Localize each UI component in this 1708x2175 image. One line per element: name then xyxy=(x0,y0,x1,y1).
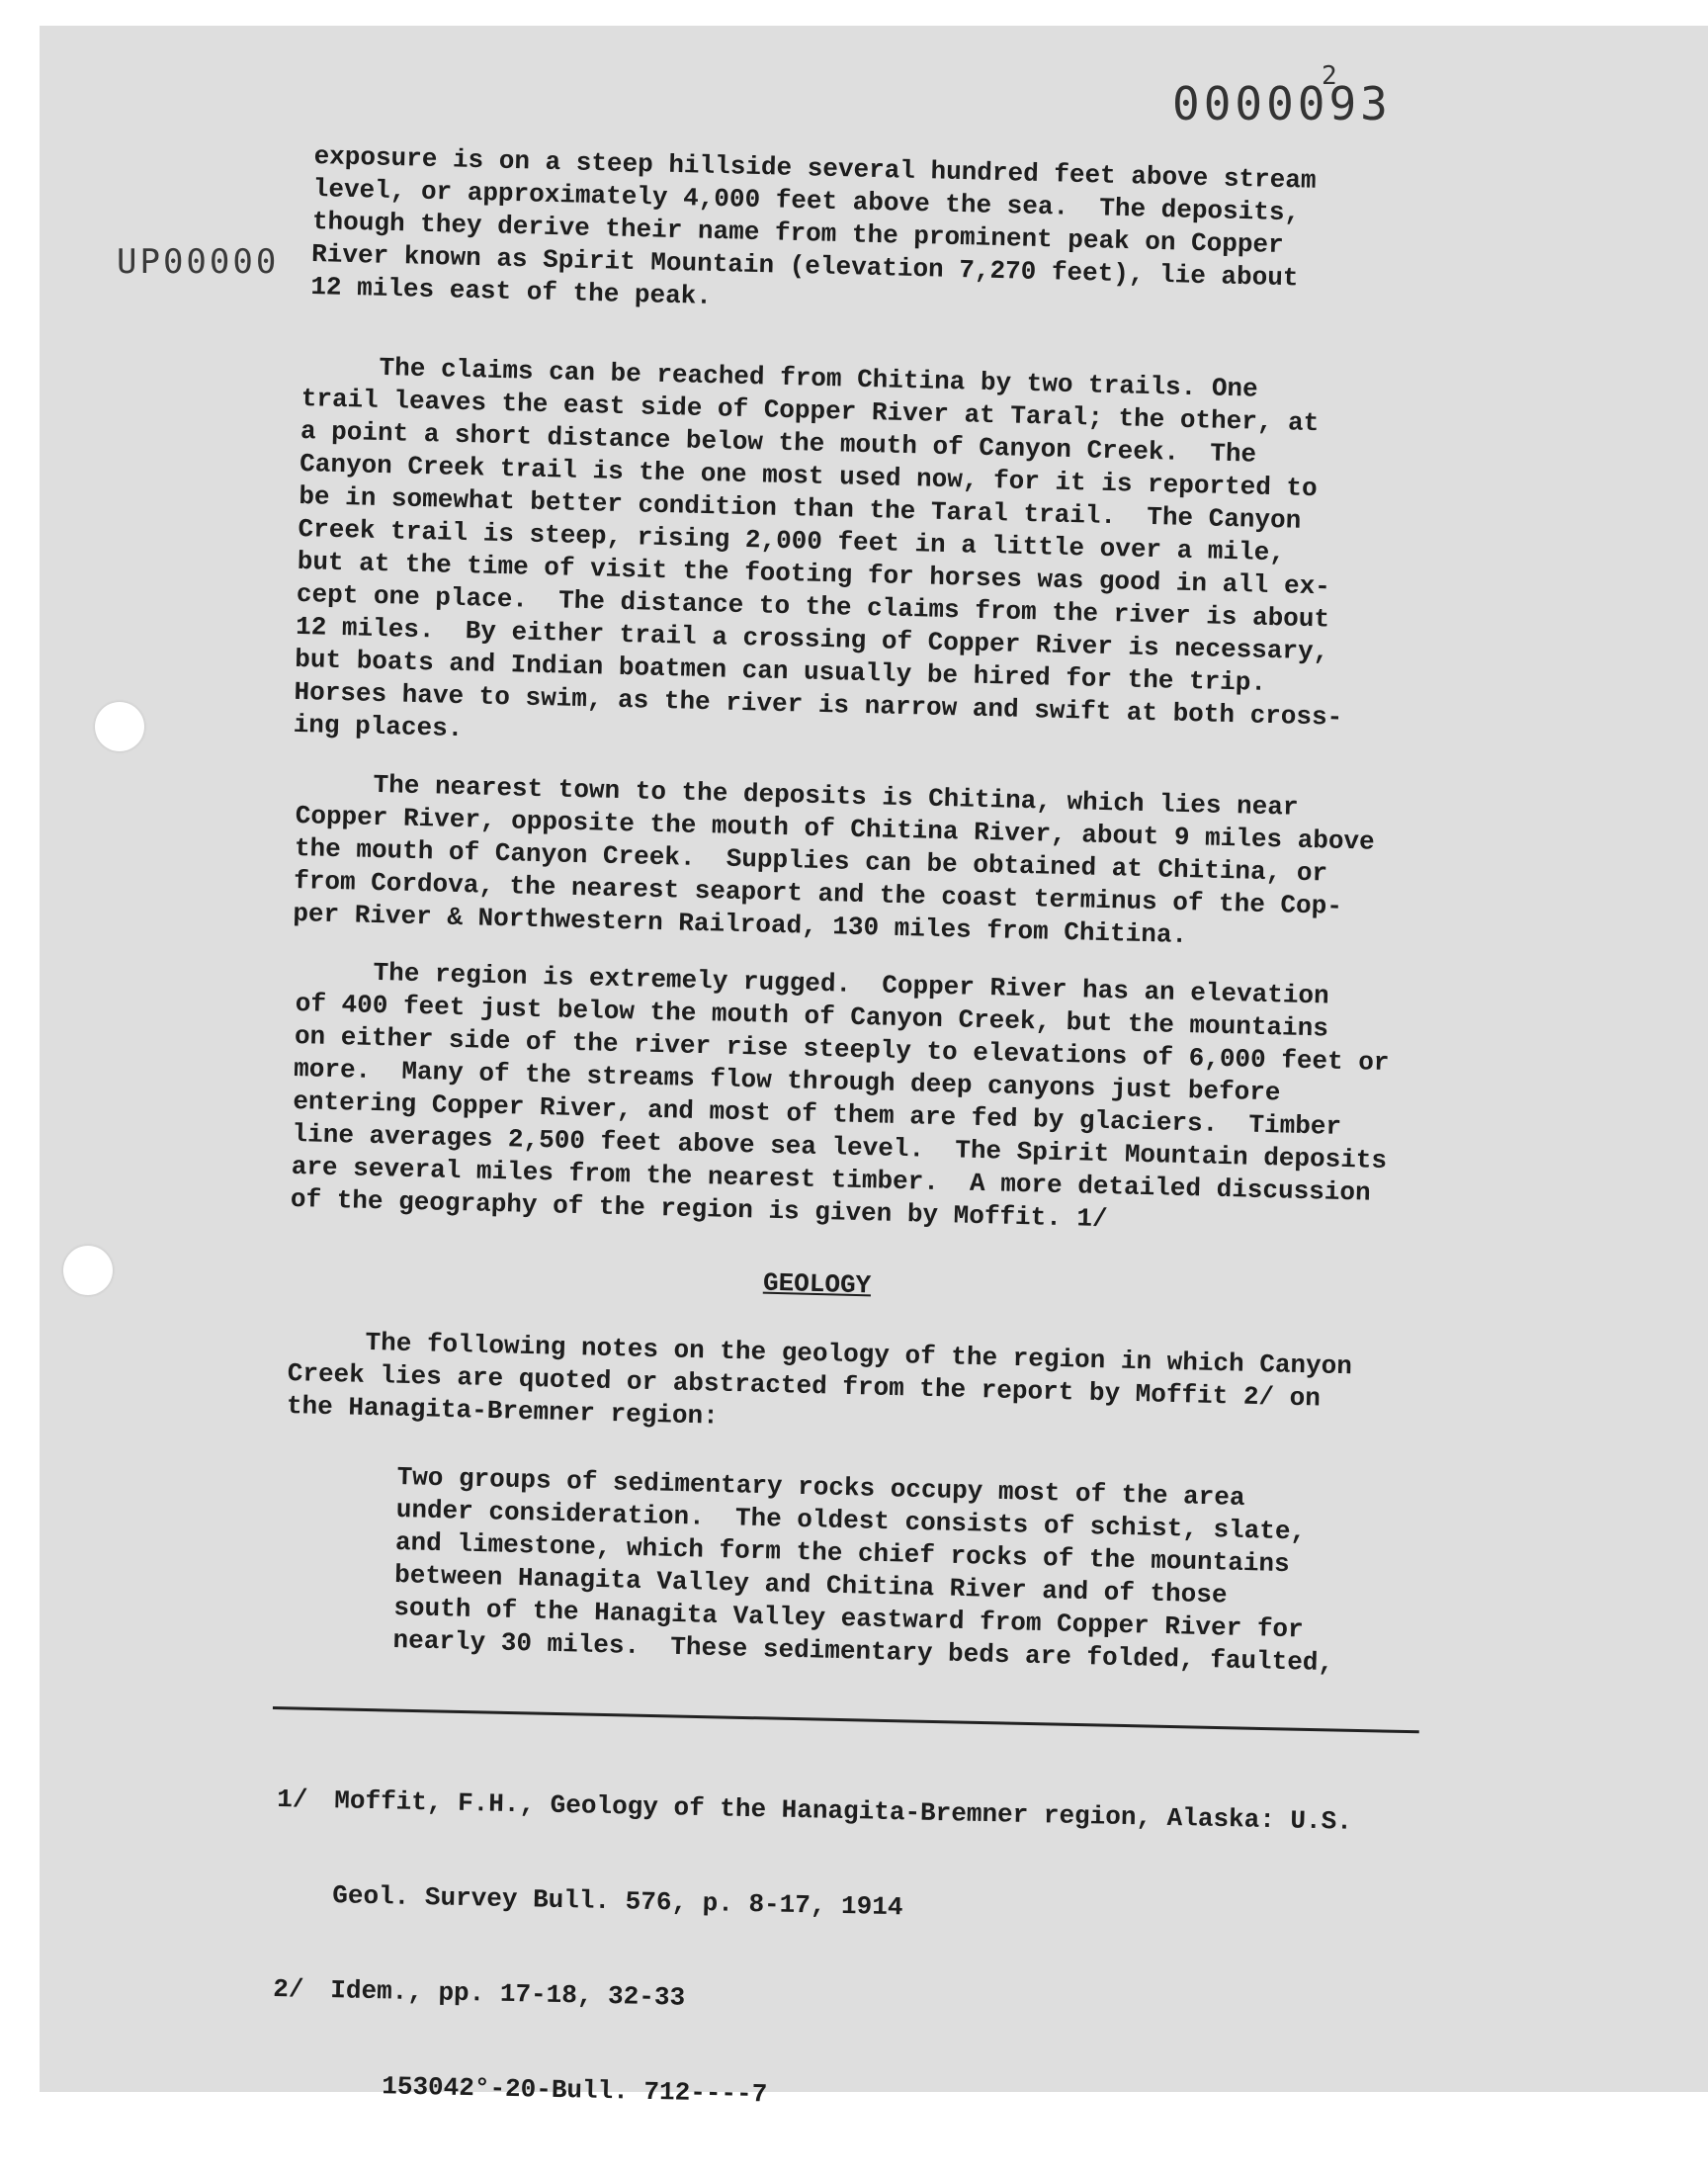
footnote-2-text: Idem., pp. 17-18, 32-33 xyxy=(329,1975,686,2013)
punch-hole xyxy=(95,702,144,751)
paragraph-geology-intro: The following notes on the geology of the region in which Canyon Creek lies are quoted or abstracted from the report by Moffit 2/ on the Hanagita-Bremner region: xyxy=(286,1325,1353,1432)
footnote-1-mark: 1/ xyxy=(277,1784,308,1815)
paragraph-exposure: exposure is on a steep hillside several hundred feet above stream level, or approximately 4,000 feet above the sea. The deposits, though they derive their name from the prominent peak on Copper River known as Spirit Mountain (elevation 7,270 feet), lie about 12 miles east of the peak. xyxy=(310,140,1317,311)
document-stamp: UP00000 xyxy=(117,242,280,282)
paragraph-trails: The claims can be reached from Chitina by two trails. One trail leaves the east side of Copper River at Taral; the other, at a point a short distance below the mouth of Canyon Creek. The Canyon Creek trail is the one most used now, for it is reported to be in somewhat better condition than the Taral trail. The Canyon Creek trail is steep, rising 2,000 feet in a little over a mile, but at the time of visit the footing for horses was good in all ex- cept one place. The distance to the claims from the river is about 12 miles. By either trail a crossing of Copper River is necessary, but boats and Indian boatmen can usually be hired for the trip. Horses have to swim, as the river is narrow and swift at both cross- ing places. xyxy=(293,350,1343,744)
footnote-1-text: Moffit, F.H., Geology of the Hanagita-Bremner region, Alaska: U.S. xyxy=(333,1785,1353,1837)
section-heading-geology: GEOLOGY xyxy=(762,1267,872,1301)
paragraph-region: The region is extremely rugged. Copper River has an elevation of 400 feet just below the mouth of Canyon Creek, but the mountains on either side of the river rise steeply to elevations of 6,000 feet or more. Many of the streams flow through deep canyons just before entering Copper River, and most of them are fed by glaciers. Timber line averages 2,500 feet above sea level. The Spirit Mountain deposits are several miles from the nearest timber. A more detailed discussion of the geography of the region is given by Moffit. 1/ xyxy=(290,955,1390,1235)
block-quote-moffit: Two groups of sedimentary rocks occupy most of the area under consideration. The oldest consists of schist, slate, and limestone, which form the chief rocks of the mountains between Hanagita Valley and Chitina River and of those south of the Hanagita Valley eastward from Copper River for nearly 30 miles. These sedimentary beds are folded, faulted, xyxy=(392,1461,1334,1679)
footnote-2-mark: 2/ xyxy=(272,1973,304,2005)
punch-hole xyxy=(63,1246,113,1295)
footnotes xyxy=(270,1720,1353,2154)
paragraph-nearest-town: The nearest town to the deposits is Chitina, which lies near Copper River, opposite the mouth of Chitina River, about 9 miles above the mouth of Canyon Creek. Supplies can be obtained at Chitina, or from Cordova, the nearest seaport and the coast terminus of the Cop- per River & Northwestern Railroad, 130 miles from Chitina. xyxy=(293,767,1376,951)
footnote-1-continuation: Geol. Survey Bull. 576, p. 8-17, 1914 xyxy=(331,1880,903,1923)
page-number: 0000093 xyxy=(1172,77,1392,130)
print-code: 153042°-20-Bull. 712----7 xyxy=(381,2071,768,2110)
page-number-correction: 2 xyxy=(1322,61,1337,91)
